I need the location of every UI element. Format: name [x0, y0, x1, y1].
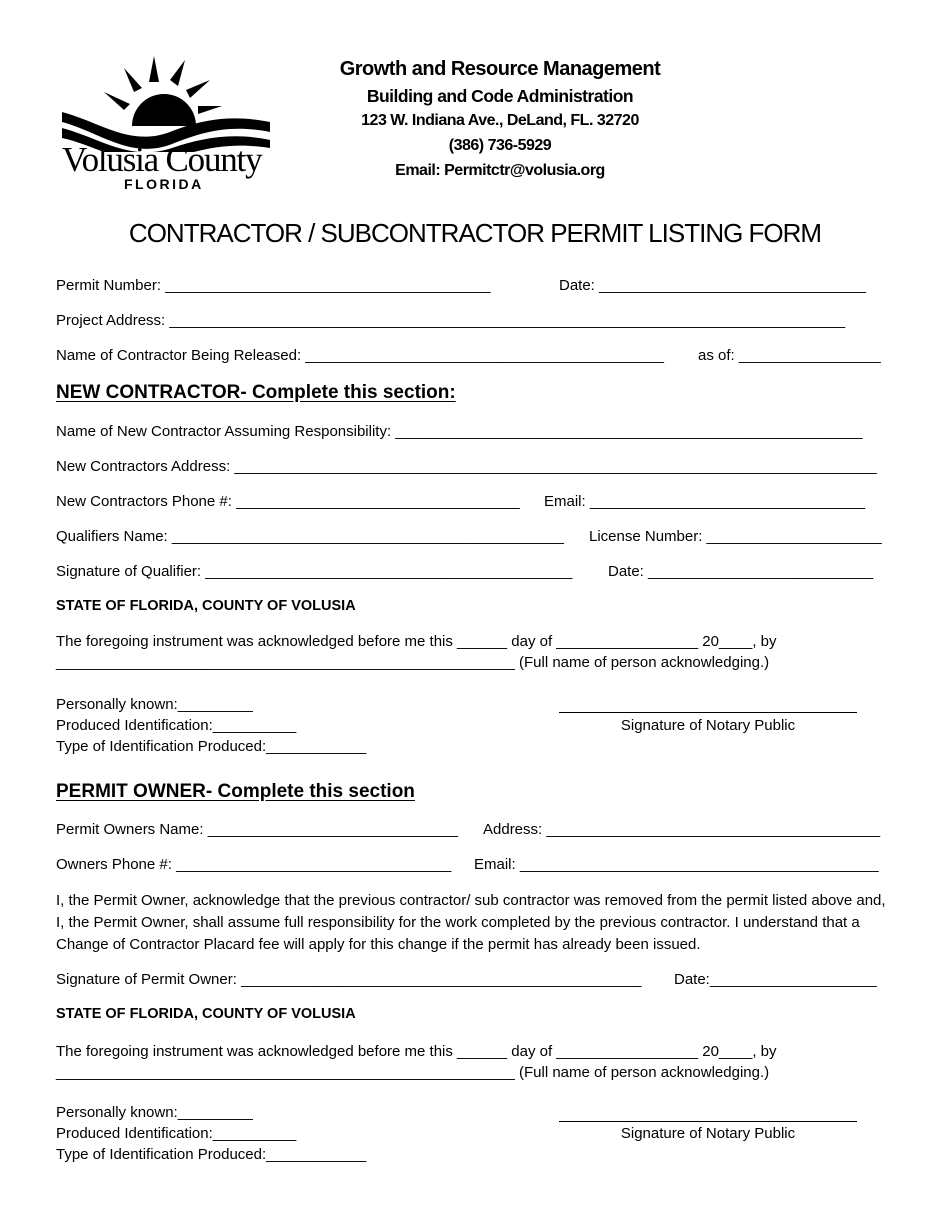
personally-known-field[interactable]: Personally known:_________	[56, 696, 253, 713]
owner-phone-field[interactable]: Owners Phone #: _________________________________	[56, 856, 452, 873]
qualifier-date-field[interactable]: Date: ___________________________	[608, 563, 874, 580]
header-division: Building and Code Administration	[366, 86, 634, 106]
new-contractor-heading: NEW CONTRACTOR- Complete this section:	[56, 382, 456, 403]
form-title: CONTRACTOR / SUBCONTRACTOR PERMIT LISTING FORM	[128, 218, 822, 248]
new-contractor-address-field[interactable]: New Contractors Address: _____________________________________________________________________________	[56, 458, 877, 475]
qualifier-signature-field[interactable]: Signature of Qualifier: ____________________________________________	[56, 563, 573, 580]
notary-signature-line[interactable]	[559, 1121, 857, 1122]
notary-ack-line[interactable]: The foregoing instrument was acknowledged before me this ______ day of _________________ 20____, by	[56, 1043, 777, 1060]
header-phone: (386) 736-5929	[448, 137, 552, 154]
type-identification-field[interactable]: Type of Identification Produced:____________	[56, 738, 367, 755]
personally-known-field[interactable]: Personally known:_________	[56, 1104, 253, 1121]
permit-owner-name-field[interactable]: Permit Owners Name: ______________________________	[56, 821, 458, 838]
new-contractor-email-field[interactable]: Email: _________________________________	[544, 493, 866, 510]
header-department: Growth and Resource Management	[339, 58, 661, 80]
notary-ack-line[interactable]: The foregoing instrument was acknowledged before me this ______ day of _________________ 20____, by	[56, 633, 777, 650]
notary-ack-name-line[interactable]: _______________________________________________________ (Full name of person acknowledging.)	[56, 1064, 770, 1081]
notary-signature-label: Signature of Notary Public	[620, 1125, 796, 1142]
notary-signature-label: Signature of Notary Public	[620, 717, 796, 734]
logo-county-text: Volusia County	[62, 140, 262, 179]
released-contractor-field[interactable]: Name of Contractor Being Released: ___________________________________________	[56, 347, 665, 364]
permit-owner-date-field[interactable]: Date:____________________	[674, 971, 877, 988]
project-address-field[interactable]: Project Address: _________________________________________________________________________________	[56, 312, 846, 329]
type-identification-field[interactable]: Type of Identification Produced:____________	[56, 1146, 367, 1163]
permit-number-field[interactable]: Permit Number: _______________________________________	[56, 277, 491, 294]
permit-owner-heading: PERMIT OWNER- Complete this section	[56, 781, 415, 802]
logo-state-text: FLORIDA	[124, 176, 204, 192]
produced-identification-field[interactable]: Produced Identification:__________	[56, 717, 297, 734]
permit-owner-signature-field[interactable]: Signature of Permit Owner: ________________________________________________	[56, 971, 642, 988]
notary-state-heading: STATE OF FLORIDA, COUNTY OF VOLUSIA	[56, 1006, 356, 1022]
date-field[interactable]: Date: ________________________________	[559, 277, 866, 294]
released-as-of-field[interactable]: as of: _________________	[698, 347, 881, 364]
qualifier-name-field[interactable]: Qualifiers Name: _______________________________________________	[56, 528, 564, 545]
license-number-field[interactable]: License Number: _____________________	[589, 528, 882, 545]
notary-ack-name-line[interactable]: _______________________________________________________ (Full name of person acknowledging.)	[56, 654, 770, 671]
permit-owner-address-field[interactable]: Address: ________________________________________	[483, 821, 881, 838]
owner-email-field[interactable]: Email: ___________________________________________	[474, 856, 879, 873]
sun-icon	[60, 52, 280, 152]
header-email: Email: Permitctr@volusia.org	[395, 162, 605, 179]
owner-acknowledgement-text: I, the Permit Owner, acknowledge that the previous contractor/ sub contractor was removed from the permit listed above and, I, the Permit Owner, shall assume full responsibility for the work completed by the previous contractor. I understand that a Change of Contractor Placard fee will apply for this change if the permit has already been issued.	[56, 892, 886, 953]
header-address: 123 W. Indiana Ave., DeLand, FL. 32720	[361, 112, 639, 129]
produced-identification-field[interactable]: Produced Identification:__________	[56, 1125, 297, 1142]
notary-signature-line[interactable]	[559, 712, 857, 713]
volusia-county-logo	[60, 52, 280, 194]
notary-state-heading: STATE OF FLORIDA, COUNTY OF VOLUSIA	[56, 598, 356, 614]
new-contractor-name-field[interactable]: Name of New Contractor Assuming Responsibility: ________________________________________________________	[56, 423, 863, 440]
new-contractor-phone-field[interactable]: New Contractors Phone #: __________________________________	[56, 493, 520, 510]
